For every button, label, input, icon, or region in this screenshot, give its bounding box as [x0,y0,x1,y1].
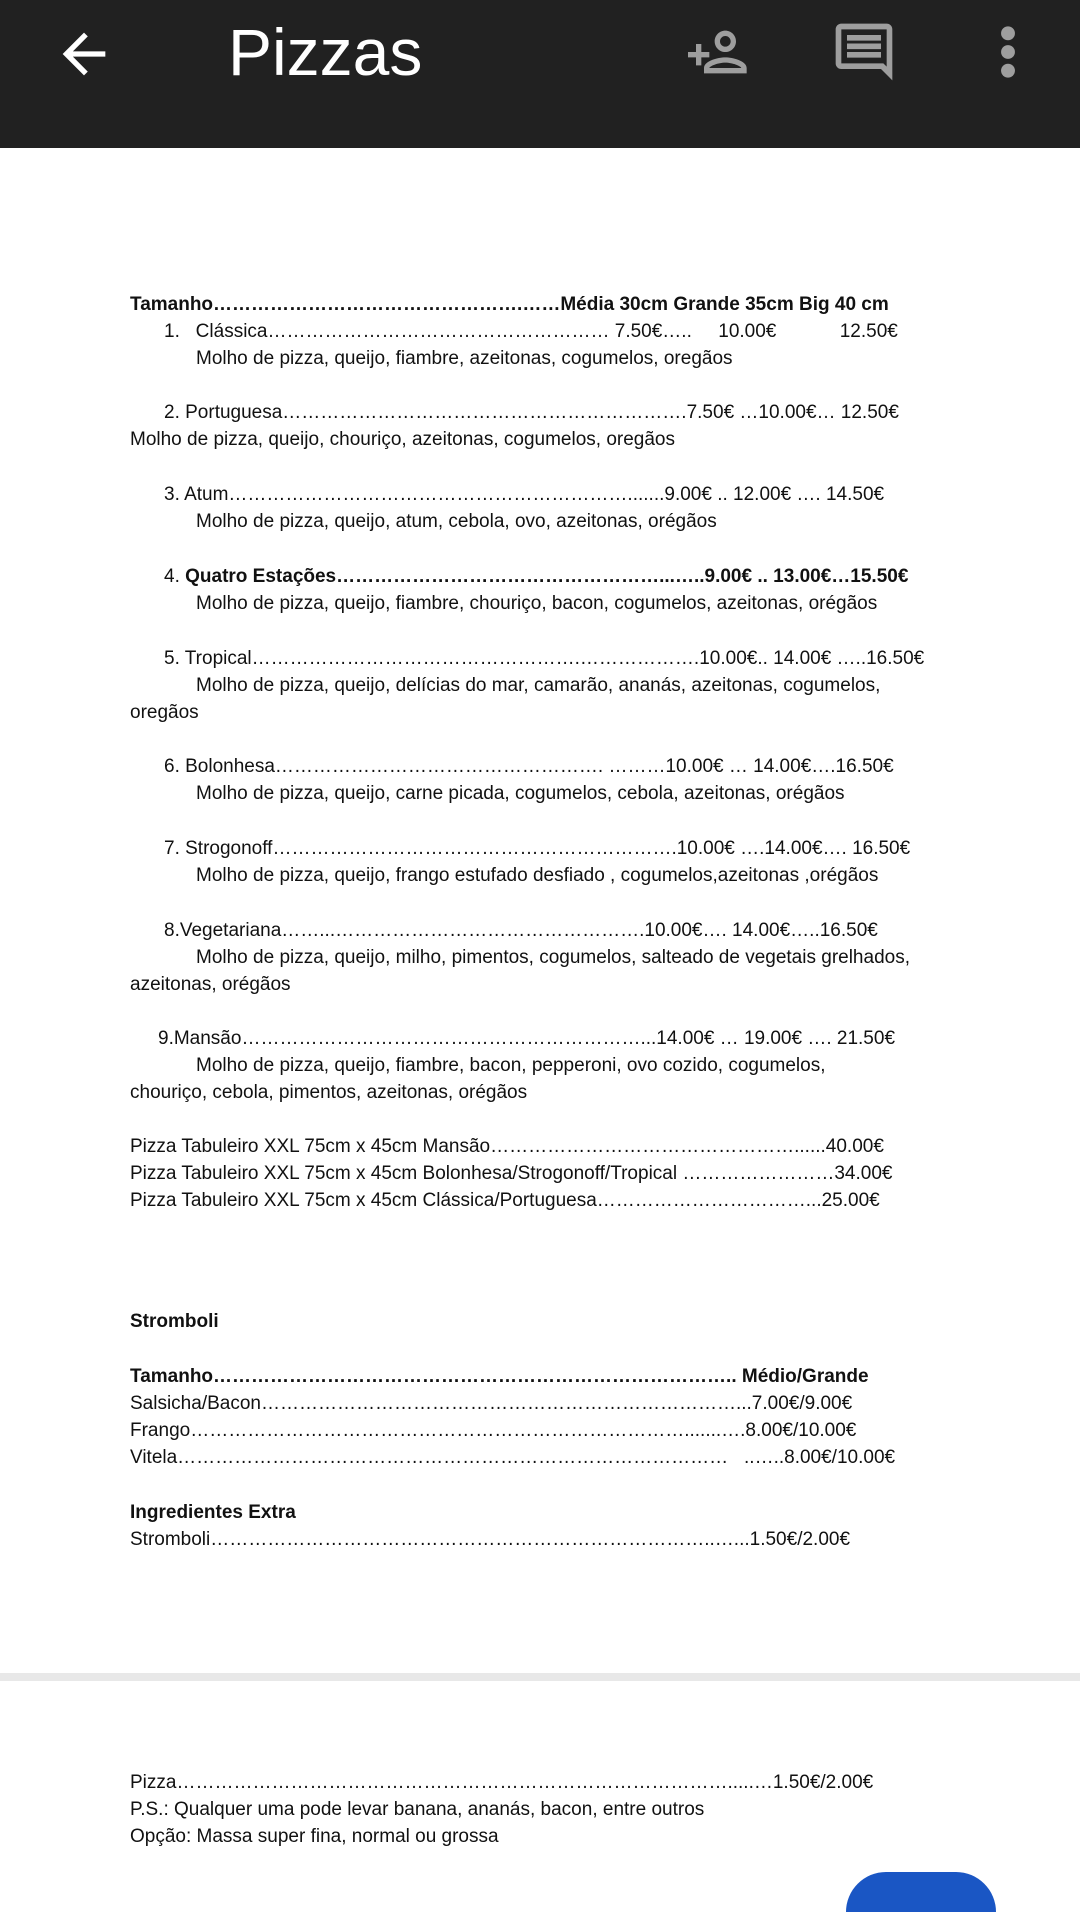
page-separator [0,1673,1080,1681]
more-vert-icon[interactable] [988,20,1028,84]
tabuleiro-classica: Pizza Tabuleiro XXL 75cm x 45cm Clássica/Portuguesa……………………………...25.00€ [130,1190,880,1211]
document-page-1 [0,148,1080,1673]
pizza-quatro-estacoes-title [164,565,908,589]
page-title: Pizzas [228,15,423,89]
pizza-quatro-estacoes-desc: Molho de pizza, queijo, fiambre, chouriço, bacon, cogumelos, azeitonas, orégãos [196,593,878,614]
document-page-2 [0,1681,1080,1884]
comment-icon[interactable] [830,18,898,86]
pizza-tropical-title: 5. Tropical…………………………………………….……………….10.00€.. 14.00€ …..16.50€ [164,648,925,669]
pizza-portuguesa-title: 2. Portuguesa……………………………………………………….7.50€ …10.00€… 12.50€ [164,402,899,423]
tabuleiro-bolonhesa: Pizza Tabuleiro XXL 75cm x 45cm Bolonhesa/Strogonoff/Tropical ……………………34.00€ [130,1163,893,1184]
stromboli-heading: Stromboli [130,1311,219,1332]
pizza-tropical-desc-cont: oregãos [130,702,199,723]
pizza-classica-title: 1. Clássica……………………………………………… 7.50€….. 10.00€ 12.50€ [164,321,898,342]
edit-fab-button[interactable] [846,1872,996,1912]
option-note: Opção: Massa super fina, normal ou grossa [130,1826,499,1847]
extras-heading: Ingredientes Extra [130,1502,296,1523]
pizza-mansao-title: 9.Mansão………………………………………………………...14.00€ … 19.00€ …. 21.50€ [158,1028,896,1049]
pizza-vegetariana-desc: Molho de pizza, queijo, milho, pimentos, cogumelos, salteado de vegetais grelhados, [196,947,910,968]
pizza-vegetariana-title: 8.Vegetariana……...………………………………………….10.00€…. 14.00€…..16.50€ [164,920,878,941]
stromboli-frango: Frango…………………………………………………………………….......….8.00€/10.00€ [130,1420,857,1441]
pizza-mansao-desc: Molho de pizza, queijo, fiambre, bacon, pepperoni, ovo cozido, cogumelos, [196,1055,826,1076]
ps-note: P.S.: Qualquer uma pode levar banana, ananás, bacon, entre outros [130,1799,705,1820]
pizza-strogonoff-title: 7. Strogonoff……………………………………………………….10.00€ ….14.00€…. 16.50€ [164,838,911,859]
pizza-atum-desc: Molho de pizza, queijo, atum, cebola, ovo, azeitonas, orégãos [196,511,717,532]
pizza-vegetariana-desc-cont: azeitonas, orégãos [130,974,291,995]
pizza-atum-title: 3. Atum……………………………………………………….......9.00€ .. 12.00€ …. 14.50€ [164,484,885,505]
pizza-quatro-estacoes-label: Quatro Estações [185,566,337,587]
tabuleiro-mansao: Pizza Tabuleiro XXL 75cm x 45cm Mansão…………………………………………......40.00€ [130,1136,884,1157]
app-bar [0,0,1080,148]
size-header: Tamanho………………………………………….……Média 30cm Grande 35cm Big 40 cm [130,294,889,315]
pizza-quatro-estacoes-number: 4. [164,566,186,587]
extras-pizza: Pizza…………………………………………………………………………….....…1.50€/2.00€ [130,1772,874,1793]
person-add-icon[interactable] [684,20,756,84]
pizza-tropical-desc: Molho de pizza, queijo, delícias do mar, camarão, ananás, azeitonas, cogumelos, [196,675,881,696]
pizza-bolonhesa-desc: Molho de pizza, queijo, carne picada, cogumelos, cebola, azeitonas, orégãos [196,783,845,804]
stromboli-salsicha: Salsicha/Bacon…………………………………………………………………...7.00€/9.00€ [130,1393,853,1414]
stromboli-vitela: Vitela…………………………………………………………………………… ..…..8.00€/10.00€ [130,1447,896,1468]
pizza-portuguesa-desc: Molho de pizza, queijo, chouriço, azeitonas, cogumelos, oregãos [130,429,675,450]
stromboli-size-header: Tamanho……………………………………………………………………….. Médio/Grande [130,1366,869,1387]
extras-stromboli: Stromboli……………………………………………………………………..…...1.50€/2.00€ [130,1529,851,1550]
pizza-classica-desc: Molho de pizza, queijo, fiambre, azeitonas, cogumelos, oregãos [196,348,733,369]
pizza-mansao-desc-cont: chouriço, cebola, pimentos, azeitonas, orégãos [130,1082,528,1103]
pizza-quatro-estacoes-prices: ……………………………………………...…..9.00€ .. 13.00€…15.50€ [336,566,909,587]
pizza-bolonhesa-title: 6. Bolonhesa……………………………………………. ………10.00€ … 14.00€….16.50€ [164,756,894,777]
pizza-strogonoff-desc: Molho de pizza, queijo, frango estufado desfiado , cogumelos,azeitonas ,orégãos [196,865,879,886]
arrow-back-icon[interactable] [52,22,116,86]
